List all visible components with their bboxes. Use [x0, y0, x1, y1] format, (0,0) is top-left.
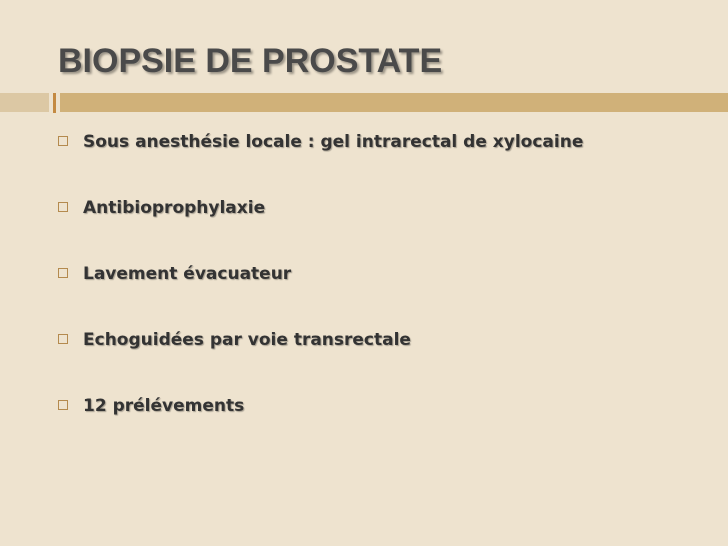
hollow-square-bullet-icon [58, 268, 68, 278]
bar-separator [53, 93, 56, 113]
bullet-text: Sous anesthésie locale : gel intrarectal de xylocaine [83, 132, 584, 152]
bullet-text: 12 prélévements [83, 396, 245, 416]
hollow-square-bullet-icon [58, 400, 68, 410]
hollow-square-bullet-icon [58, 202, 68, 212]
bullet-text: Echoguidées par voie transrectale [83, 330, 411, 350]
bar-main-segment [60, 93, 728, 112]
bullet-text: Lavement évacuateur [83, 264, 292, 284]
hollow-square-bullet-icon [58, 136, 68, 146]
hollow-square-bullet-icon [58, 334, 68, 344]
slide-title: BIOPSIE DE PROSTATE [58, 42, 443, 80]
title-underline-bar [0, 93, 728, 113]
bar-left-segment [0, 93, 49, 112]
bullet-text: Antibioprophylaxie [83, 198, 266, 218]
